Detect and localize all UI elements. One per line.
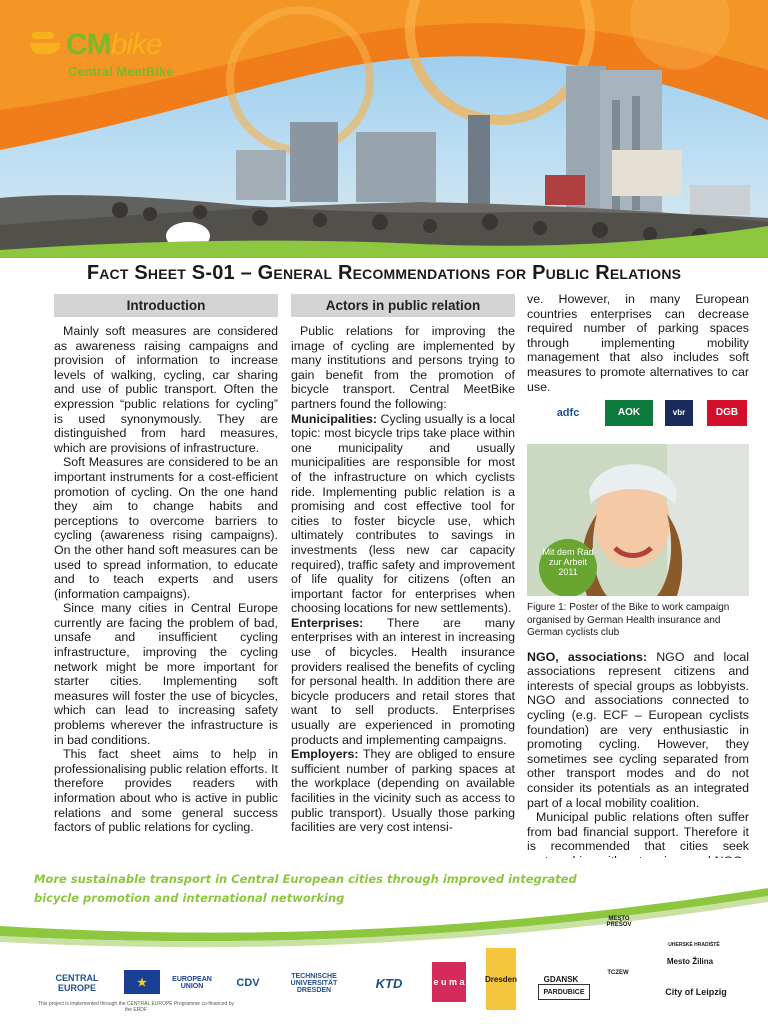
zilina-logo: Mesto Žilina	[666, 956, 714, 966]
intro-paragraph-1: Mainly soft measures are considered as awareness raising campaigns and provision of information to increase levels of walking, cycling, car sharing and use of public transport. Often the expression “public relations for cycling” is used synonymously. They are distinguished from hard measures, which are provisions of infrastructure.	[54, 324, 278, 455]
dresden-logo: Dresden	[486, 948, 516, 1010]
employers-paragraph	[291, 747, 515, 835]
partner-logos	[0, 916, 768, 1024]
enterprises-text: There are many enterprises with an interest in increasing use of bicycles. Health insurance providers realised the benefits of cycling for personal health. In addition there are bicycle producers and retail stores that want to sell products. Enterprises usually are experienced in promoting products and implementing campaigns.	[291, 615, 515, 747]
euma-logo: e u m a	[432, 962, 466, 1002]
kid-logo: KTD	[375, 975, 403, 991]
leipzig-logo: City of Leipzig	[665, 987, 727, 997]
intro-paragraph-2: Soft Measures are considered to be an important instruments for a cost-efficient promotion of cycling. On the one hand they aim to change habits and perceptions to overcome barriers to cycling (awareness rising campaigns). On the other hand soft measures can be used to spread information, to educate and to teach experts and users (information campaigns).	[54, 455, 278, 601]
eu-fine-print: This project is implemented through the CENTRAL EUROPE Programme co-financed by the ERDF	[37, 1001, 234, 1013]
bike-to-work-poster	[527, 444, 749, 596]
ngo-text: NGO and local associations represent citizens and interests of special groups as lobbyists. NGO and associations connected to cycling (e.g. ECF – European cyclists foundation) are very enthusiastic in promoting cycling. However, they sometimes see cycling separated from other transport modes and do not consider its potentials as an integrated part of a local mobility coalition.	[527, 649, 749, 810]
section-heading-actors: Actors in public relation	[291, 294, 515, 317]
tu-dresden-logo: TECHNISCHE UNIVERSITÄT DRESDEN	[290, 972, 338, 994]
adfc-logo: adfc	[539, 400, 597, 426]
intro-paragraph-4: This fact sheet aims to help in professionalising public relation efforts. It therefore provides readers with information about who is active in public relations and some general success factors of public relations for cycling.	[54, 747, 278, 835]
employers-continuation: ve. However, in many European countries enterprises can decrease required number of parking spaces through implementing mobility management that also includes soft measures to promote alternatives to car use.	[527, 292, 749, 394]
municipalities-text: Cycling usually is a local topic: most bicycle trips take place within one municipality and usually municipalities are responsible for most of the infrastructure on which cyclists ride. Implementing public relation is a promising and cost effective tool for cities to foster bicycle use, which ultimately contributes to savings in investments (less new car capacity required), traffic safety and improvement of life quality for citizens (often an important factor for enterprises when choosing locations for new settlements).	[291, 411, 515, 616]
tczew-logo: TCZEW	[607, 970, 629, 976]
ngo-label: NGO, associations:	[527, 649, 648, 664]
eu-flag-icon: ★	[124, 970, 160, 994]
tagline-line-2: bicycle promotion and international networking	[34, 891, 345, 905]
ngo-paragraph	[527, 650, 749, 811]
brand-subtitle: Central MeetBike	[68, 64, 174, 79]
uherske-hradiste-logo: UHERSKÉ HRADIŠTĚ	[668, 942, 720, 948]
enterprises-paragraph	[291, 616, 515, 747]
closing-paragraph: Municipal public relations often suffer from bad financial support. Therefore it is recommended that cities seek	[527, 810, 749, 854]
tagline-line-1: More sustainable transport in Central European cities through improved integrated	[34, 872, 577, 886]
employers-label: Employers:	[291, 747, 359, 762]
poster-badge: Mit dem Rad zur Arbeit 2011	[539, 539, 597, 596]
brand-name	[66, 28, 162, 62]
footer-tagline	[34, 870, 594, 908]
employers-text: They are obliged to ensure sufficient number of parking spaces at the workplace (depending on available facilities in the vicinity such as access to public transport). Usually those parking facilities are very cost intensi-	[291, 747, 515, 835]
central-europe-logo: CENTRAL EUROPE	[55, 973, 99, 993]
column-actors	[291, 294, 515, 835]
intro-paragraph-3: Since many cities in Central Europe currently are facing the problem of bad, unsafe and insufficient cycling infrastructure, improving the cycling network might be more important for starter cities. Implementing soft measures will foster the use of bicycles, which can lead to increasing safety problems wherever the infrastructure is in bad conditions.	[54, 601, 278, 747]
brand-name-cm: CM	[66, 28, 111, 61]
presov-logo: MESTO PREŠOV	[606, 916, 632, 928]
section-heading-introduction: Introduction	[54, 294, 278, 317]
page-title: Fact Sheet S-01 – General Recommendations for Public Relations	[86, 262, 682, 284]
partner-logo-row	[527, 400, 749, 436]
column-introduction	[54, 294, 278, 835]
pardubice-logo: PARDUBICE	[538, 984, 590, 1000]
municipalities-label: Municipalities:	[291, 411, 378, 426]
eu-logo: EUROPEAN UNION	[172, 976, 212, 990]
municipalities-paragraph	[291, 412, 515, 616]
enterprises-label: Enterprises:	[291, 615, 364, 630]
aok-logo: AOK	[605, 400, 653, 426]
header-banner	[0, 0, 768, 258]
bike-saddle-icon	[30, 32, 60, 54]
column-continued	[527, 292, 749, 898]
dgb-logo: DGB	[707, 400, 747, 426]
brand-name-bike: bike	[110, 28, 162, 61]
actors-intro: Public relations for improving the image of cycling are implemented by many institutions and persons trying to gain benefit from the promotion of bicycle transport. Central MeetBike partners found the following:	[291, 324, 515, 411]
gdansk-logo: GDANSK	[543, 975, 579, 984]
cdv-logo: CDV	[236, 977, 260, 989]
vbr-logo: vbr	[665, 400, 693, 426]
figure-caption: Figure 1: Poster of the Bike to work campaign organised by German Health insurance and German cyclists club	[527, 602, 730, 639]
